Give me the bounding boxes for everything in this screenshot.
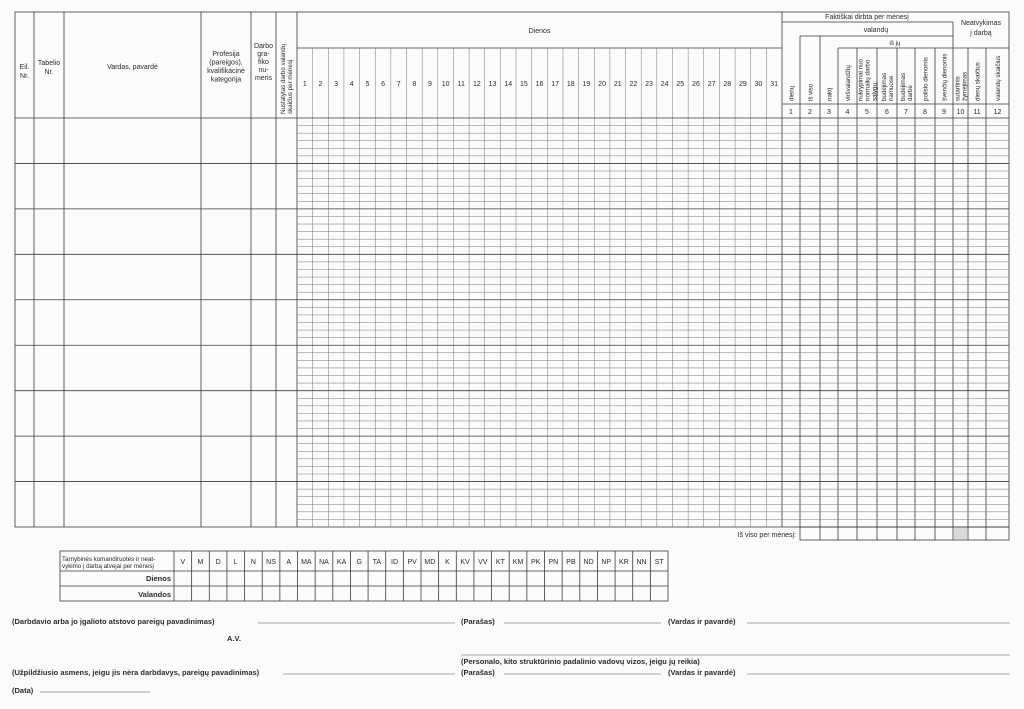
valandu-header: valandų xyxy=(863,27,889,34)
vardas-label: (Vardas ir pavardė) xyxy=(668,668,736,677)
parasas-label: (Parašas) xyxy=(461,617,495,626)
eil-nr-header: Nr. xyxy=(20,73,29,80)
fact-column-label: namuose xyxy=(887,75,895,101)
code-np: NP xyxy=(601,559,612,566)
code-kv: KV xyxy=(460,559,470,566)
fact-column-number: 12 xyxy=(993,109,1002,116)
fact-column-label: nukrypimai nuo xyxy=(857,59,865,101)
fact-column-label: budėjimas xyxy=(881,72,889,101)
darbdavio-label: (Darbdavio arba jo įgalioto atstovo pareigų pavadinimas) xyxy=(12,617,215,626)
darbo-grafiko-header: gra- xyxy=(257,51,270,58)
day-number: 20 xyxy=(598,81,606,88)
day-number: 19 xyxy=(582,81,591,88)
day-number: 28 xyxy=(723,81,732,88)
day-number: 1 xyxy=(302,81,307,88)
code-m: M xyxy=(197,559,204,566)
fact-column-label: švenčių dienomis xyxy=(941,53,949,101)
fact-column-label: darbe xyxy=(906,85,914,101)
vardas-header: Vardas, pavardė xyxy=(107,64,158,71)
fact-column-number: 6 xyxy=(885,109,889,116)
code-a: A xyxy=(286,559,292,566)
day-number: 4 xyxy=(349,81,354,88)
is-viso-label: Iš viso per mėnesį: xyxy=(737,532,796,539)
nustatytas-header: Nustatytas darbo valandų xyxy=(280,43,287,114)
fact-column-number: 5 xyxy=(865,109,869,116)
darbo-grafiko-header: nu- xyxy=(258,67,269,74)
tabelio-nr-header: Tabelio xyxy=(37,60,61,67)
code-ma: MA xyxy=(301,559,312,566)
code-na: NA xyxy=(319,559,329,566)
profesija-header: kvalifikacinė xyxy=(207,68,245,75)
day-number: 31 xyxy=(770,81,779,88)
day-number: 30 xyxy=(754,81,763,88)
day-number: 10 xyxy=(441,81,450,88)
day-number: 9 xyxy=(428,81,432,88)
fact-column-label: sąlygų xyxy=(871,83,879,101)
tabelio-nr-header: Nr. xyxy=(44,69,54,76)
day-number: 26 xyxy=(692,81,700,88)
nustatytas-header: skaičius per mėnesį xyxy=(287,59,294,114)
day-number: 15 xyxy=(519,81,528,88)
day-number: 29 xyxy=(738,81,747,88)
code-nd: ND xyxy=(583,559,594,566)
fact-column-number: 10 xyxy=(956,109,965,116)
code-pv: PV xyxy=(407,559,417,566)
fact-column-label: valandų skaičius xyxy=(995,55,1002,101)
shaded-cell xyxy=(954,528,967,539)
fact-column-number: 1 xyxy=(789,109,793,116)
uzpildziusio-label: (Užpildžiusio asmens, jeigu jis nėra darbdavys, pareigų pavadinimas) xyxy=(12,668,260,677)
is-ju-header: iš jų xyxy=(889,40,901,47)
day-number: 22 xyxy=(629,81,638,88)
fact-column-label: poilsio dienomis xyxy=(922,56,930,101)
day-number: 11 xyxy=(457,81,465,88)
day-number: 13 xyxy=(488,81,497,88)
day-number: 21 xyxy=(613,81,622,88)
code-v: V xyxy=(180,559,186,566)
fact-column-label: iš viso xyxy=(807,83,815,101)
code-pn: PN xyxy=(548,559,559,566)
day-number: 3 xyxy=(334,81,339,88)
fact-column-label: dienų skaičius xyxy=(974,62,982,101)
code-k: K xyxy=(445,559,450,566)
code-km: KM xyxy=(512,559,524,566)
vardas-label: (Vardas ir pavardė) xyxy=(668,617,736,626)
data-label: (Data) xyxy=(12,686,34,695)
personalo-label: (Personalo, kito struktūrinio padalinio vadovų vizos, jeigu jų reikia) xyxy=(461,657,700,666)
code-id: ID xyxy=(391,559,399,566)
fact-column-label: dienų xyxy=(788,85,796,101)
is-viso-row xyxy=(800,527,1009,540)
code-d: D xyxy=(215,559,221,566)
fact-column-label: sutartinis xyxy=(954,76,962,101)
fact-column-number: 3 xyxy=(827,109,831,116)
day-number: 14 xyxy=(504,81,513,88)
day-number: 27 xyxy=(707,81,716,88)
darbo-grafiko-header: Darbo xyxy=(253,43,274,50)
darbo-grafiko-header: meris xyxy=(254,75,273,82)
code-nn: NN xyxy=(636,559,647,566)
fact-column-label: budėjimas xyxy=(900,72,908,101)
codes-table-label: Tarnybinės komandiruotės ir neat- xyxy=(62,556,156,563)
codes-row-valandos: Valandos xyxy=(138,590,171,599)
day-number: 24 xyxy=(660,81,669,88)
profesija-header: kategorija xyxy=(210,76,242,84)
fact-column-number: 7 xyxy=(904,109,908,116)
day-number: 16 xyxy=(535,81,544,88)
code-vv: VV xyxy=(478,559,488,566)
fact-column-number: 4 xyxy=(845,109,850,116)
codes-row-dienos: Dienos xyxy=(145,574,171,583)
code-pb: PB xyxy=(566,559,576,566)
day-number: 23 xyxy=(645,81,653,88)
av-label: A.V. xyxy=(227,634,241,643)
fact-column-number: 2 xyxy=(808,109,812,116)
code-g: G xyxy=(356,559,362,566)
code-kt: KT xyxy=(495,559,505,566)
parasas-label: (Parašas) xyxy=(461,668,495,677)
code-kr: KR xyxy=(619,559,629,566)
fact-column-label: žymėjimas xyxy=(961,71,969,101)
neatvykimas-header: Neatvykimas xyxy=(960,20,1002,27)
darbo-grafiko-header: fiko xyxy=(258,59,269,66)
fact-column-label: naktį xyxy=(826,87,834,101)
profesija-header: Profesija xyxy=(212,51,240,58)
codes-table-label: vykimo į darbą atvejai per mėnesį xyxy=(62,563,154,570)
day-number: 18 xyxy=(566,81,575,88)
day-number: 25 xyxy=(676,81,685,88)
day-number: 17 xyxy=(551,81,560,88)
fact-column-number: 9 xyxy=(942,109,946,116)
day-number: 7 xyxy=(396,81,401,88)
fact-column-label: viršvalandžių xyxy=(845,65,852,101)
day-number: 12 xyxy=(473,81,481,88)
eil-nr-header: Eil. xyxy=(19,64,30,71)
code-pk: PK xyxy=(531,559,541,566)
day-number: 2 xyxy=(318,81,323,88)
neatvykimas-header: į darbą xyxy=(970,30,992,37)
faktiskai-header: Faktiškai dirbta per mėnesį xyxy=(825,14,909,21)
day-number: 8 xyxy=(412,81,417,88)
code-ta: TA xyxy=(372,559,382,566)
day-number: 5 xyxy=(365,81,370,88)
fact-column-number: 11 xyxy=(973,109,981,116)
code-ka: KA xyxy=(336,559,347,566)
fact-column-number: 8 xyxy=(923,109,927,116)
code-n: N xyxy=(250,559,256,566)
days-header: Dienos xyxy=(528,28,551,35)
code-st: ST xyxy=(654,559,664,566)
day-number: 6 xyxy=(381,81,386,88)
fact-column-label: normalių darbo xyxy=(864,59,872,101)
code-l: L xyxy=(233,559,238,566)
profesija-header: (pareigos), xyxy=(209,59,243,67)
code-md: MD xyxy=(424,559,436,566)
code-ns: NS xyxy=(266,559,276,566)
